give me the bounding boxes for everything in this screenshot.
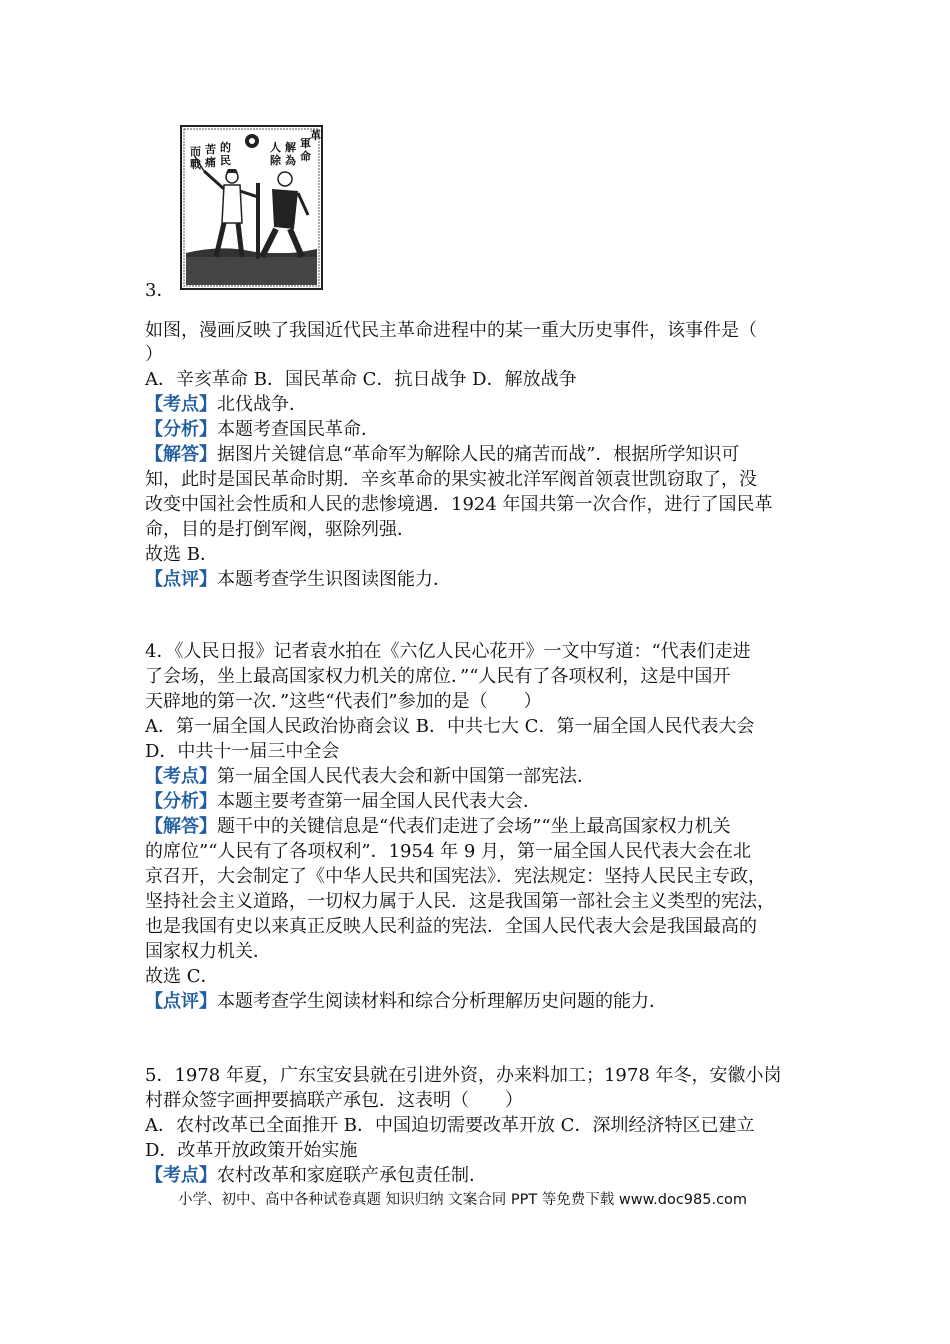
- svg-text:痛: 痛: [205, 156, 216, 169]
- q5-options-line-1: A．农村改革已全面推开 B．中国迫切需要改革开放 C．深圳经济特区已建立: [145, 1115, 755, 1136]
- svg-text:命: 命: [300, 150, 311, 163]
- q5-stem-line-2: 村群众签字画押要搞联产承包．这表明（ ）: [145, 1090, 523, 1111]
- fenxi-text: 本题主要考查第一届全国人民代表大会．: [217, 791, 541, 812]
- kaodian-tag: 【考点】: [145, 766, 217, 787]
- q5-stem-line-1: 5．1978 年夏，广东宝安县就在引进外资，办来料加工；1978 年冬，安徽小岗: [145, 1065, 782, 1086]
- q4-fenxi: [145, 789, 541, 814]
- q4-options-line-1: A．第一届全国人民政治协商会议 B．中共七大 C．第一届全国人民代表大会: [145, 716, 755, 737]
- jieda-tag: 【解答】: [145, 816, 217, 837]
- svg-text:苦: 苦: [205, 143, 216, 156]
- kaodian-text: 北伐战争．: [217, 394, 307, 415]
- fenxi-tag: 【分析】: [145, 791, 217, 812]
- q3-jieda-line-1: [145, 442, 739, 467]
- q4-options-line-2: D．中共十一届三中全会: [145, 741, 340, 762]
- footer-text: 小学、初中、高中各种试卷真题 知识归纳 文案合同 PPT 等免费下载: [178, 1192, 615, 1208]
- q3-jieda-line-2: 知，此时是国民革命时期．辛亥革命的果实被北洋军阀首领袁世凯窃取了，没: [145, 469, 757, 490]
- q4-jieda-line-4: 坚持社会主义道路，一切权力属于人民．这是我国第一部社会主义类型的宪法，: [145, 891, 775, 912]
- q4-jieda-line-6: 国家权力机关．: [145, 941, 271, 962]
- q4-jieda-line-5: 也是我国有史以来真正反映人民利益的宪法．全国人民代表大会是我国最高的: [145, 916, 757, 937]
- fenxi-tag: 【分析】: [145, 419, 217, 440]
- q4-dianping: [145, 989, 667, 1014]
- svg-text:人: 人: [270, 141, 281, 154]
- q3-fenxi: [145, 417, 379, 442]
- q3-answer: 故选 B．: [145, 544, 218, 565]
- q3-stem-line-1: 如图，漫画反映了我国近代民主革命进程中的某一重大历史事件，该事件是（: [145, 320, 757, 341]
- svg-text:解: 解: [285, 141, 296, 154]
- svg-text:戰: 戰: [190, 158, 201, 171]
- q4-answer: 故选 C．: [145, 966, 219, 987]
- q4-stem-line-2: 了会场，坐上最高国家权力机关的席位．”“人民有了各项权利，这是中国开: [145, 666, 731, 687]
- svg-text:民: 民: [220, 154, 231, 167]
- svg-text:除: 除: [270, 154, 281, 167]
- svg-text:而: 而: [190, 145, 201, 158]
- kaodian-text: 第一届全国人民代表大会和新中国第一部宪法．: [217, 766, 595, 787]
- q4-jieda-line-3: 京召开，大会制定了《中华人民共和国宪法》．宪法规定：坚持人民民主专政，: [145, 866, 766, 887]
- dianping-tag: 【点评】: [145, 991, 217, 1012]
- q4-jieda-line-2: 的席位”“人民有了各项权利”．1954 年 9 月，第一届全国人民代表大会在北: [145, 841, 752, 862]
- q3-stem-line-2: ）: [145, 344, 163, 365]
- jieda-text: 题干中的关键信息是“代表们走进了会场”“坐上最高国家权力机关: [217, 816, 731, 837]
- svg-text:為: 為: [285, 154, 296, 167]
- q4-jieda-line-1: [145, 814, 731, 839]
- northern-expedition-cartoon-image: [180, 125, 323, 290]
- q3-number: 3．: [145, 280, 175, 301]
- q4-stem-line-1: 4．《人民日报》记者袁水拍在《六亿人民心花开》一文中写道：“代表们走进: [145, 641, 751, 662]
- kaodian-tag: 【考点】: [145, 1165, 217, 1186]
- svg-text:軍: 軍: [300, 137, 311, 150]
- jieda-text: 据图片关键信息“革命军为解除人民的痛苦而战”．根据所学知识可: [217, 444, 740, 465]
- q5-kaodian: [145, 1163, 487, 1188]
- dianping-text: 本题考查学生识图读图能力．: [217, 569, 451, 590]
- q5-options-line-2: D．改革开放政策开始实施: [145, 1140, 358, 1161]
- dianping-text: 本题考查学生阅读材料和综合分析理解历史问题的能力．: [217, 991, 667, 1012]
- svg-text:革: 革: [310, 129, 321, 142]
- q3-dianping: [145, 567, 451, 592]
- q3-kaodian: [145, 392, 307, 417]
- dianping-tag: 【点评】: [145, 569, 217, 590]
- q4-kaodian: [145, 764, 595, 789]
- kaodian-text: 农村改革和家庭联产承包责任制．: [217, 1165, 487, 1186]
- footer-link[interactable]: www.doc985.com: [618, 1192, 748, 1208]
- q3-jieda-line-3: 改变中国社会性质和人民的悲惨境遇．1924 年国共第一次合作，进行了国民革: [145, 494, 773, 515]
- q4-stem-line-3: 天辟地的第一次．”这些“代表们”参加的是（ ）: [145, 691, 542, 712]
- svg-text:的: 的: [220, 141, 231, 154]
- kaodian-tag: 【考点】: [145, 394, 217, 415]
- page-footer: [178, 1188, 747, 1209]
- q3-options: A．辛亥革命 B．国民革命 C．抗日战争 D．解放战争: [145, 369, 577, 390]
- q3-jieda-line-4: 命，目的是打倒军阀，驱除列强．: [145, 519, 415, 540]
- fenxi-text: 本题考查国民革命．: [217, 419, 379, 440]
- jieda-tag: 【解答】: [145, 444, 217, 465]
